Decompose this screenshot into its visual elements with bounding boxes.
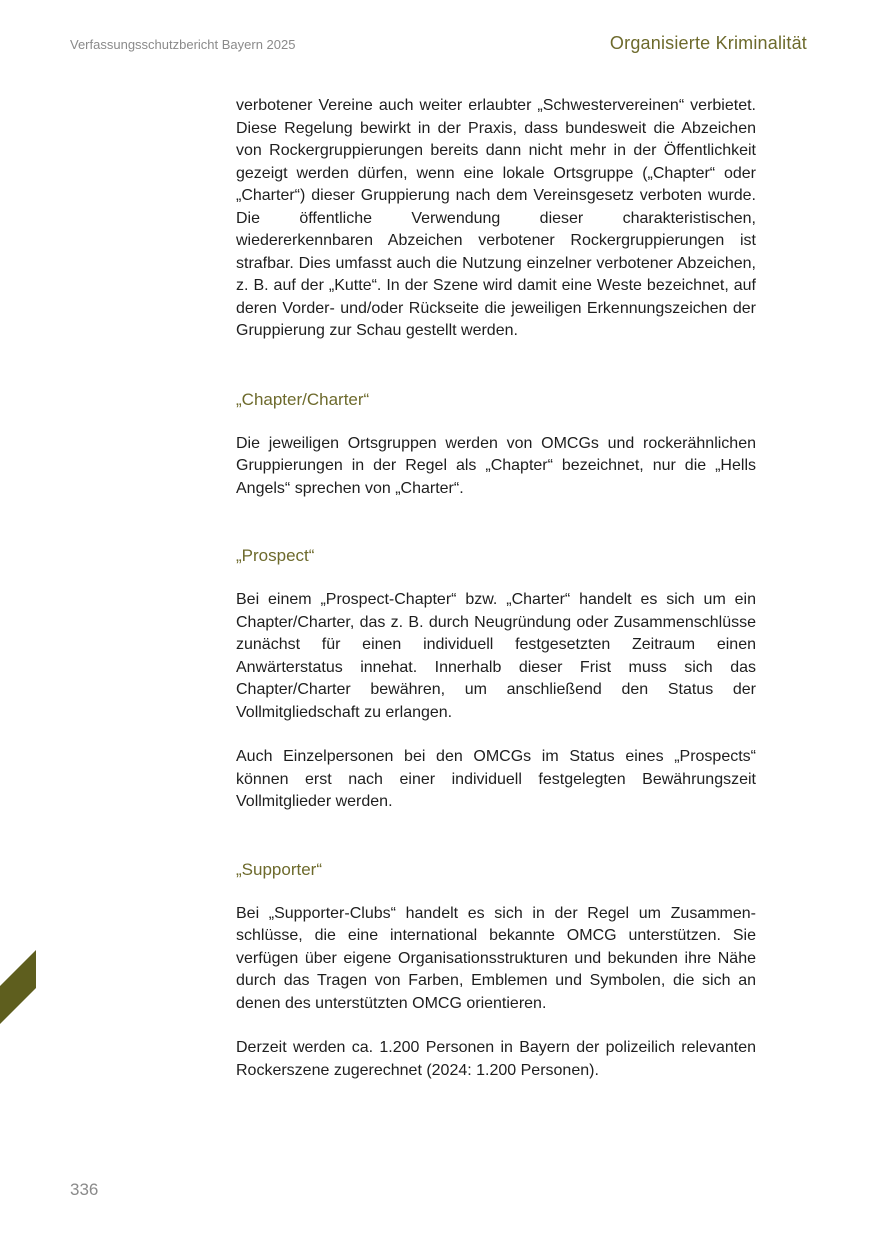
running-head-publication: Verfassungsschutzbericht Bayern 2025 <box>70 37 296 52</box>
chapter-tab-shape <box>0 950 36 1024</box>
main-content <box>236 95 756 1082</box>
heading-prospect: „Prospect“ <box>236 546 315 565</box>
heading-supporter: „Supporter“ <box>236 859 322 879</box>
page-number: 336 <box>70 1180 99 1199</box>
running-head-chapter: Organisierte Kriminalität <box>609 33 807 53</box>
intro-paragraph: verbotener Vereine auch weiter erlaubter „Schwestervereinen“ verbietet. Diese Regelung bewirkt in der Praxis, dass bundesweit die Abzeichen von Rockergruppierungen bereits dann nicht mehr in der Öffentlichkeit gezeigt werden dürfen, wenn eine lokale Ortsgruppe („Chapter“ oder „Charter“) dieser Gruppierung nach dem Vereinsgesetz verboten wurde. Die öffentliche Verwendung dieser charakteristischen, wiedererkennbaren Abzeichen verbotener Rockergruppierungen ist strafbar. Dies umfasst auch die Nutzung einzelner verbotener Abzeichen, z. B. auf der „Kutte“. In der Szene wird damit eine Weste bezeichnet, auf deren Vorder- und/oder Rückseite die jeweiligen Erkennungszeichen der Gruppierung zur Schau gestellt werden. <box>236 97 756 339</box>
chapter-paragraph: Die jeweiligen Ortsgruppen werden von OMCGs und rockerähnlichen Gruppierungen in der Regel als „Chapter“ bezeichnet, nur die „Hells Angels“ sprechen von „Charter“. <box>236 434 756 497</box>
supporter-paragraph-1: Bei „Supporter-Clubs“ handelt es sich in der Regel um Zusammenschlüsse, die eine international bekannte OMCG unterstützen. Sie verfügen über eigene Organisationsstrukturen und bekunden ihre Nähe durch das Tragen von Farben, Emblemen und Symbolen, die sich an denen des unterstützten OMCG orientieren. <box>236 904 756 1012</box>
supporter-paragraph-2: Derzeit werden ca. 1.200 Personen in Bayern der polizeilich relevanten Rockerszene zugerechnet (2024: 1.200 Personen). <box>236 1039 756 1079</box>
prospect-paragraph-1: Bei einem „Prospect-Chapter“ bzw. „Charter“ handelt es sich um ein Chapter/Charter, das z. B. durch Neugründung oder Zusammenschlüsse zunächst für einen individuell festgesetzten Zeitraum einen Anwärterstatus innehat. Innerhalb dieser Frist muss sich das Chapter/Charter bewähren, um anschließend den Status der Vollmitgliedschaft zu erlangen. <box>236 591 756 721</box>
heading-chapter-charter: „Chapter/Charter“ <box>236 389 370 409</box>
chapter-tab-marker <box>0 950 36 1024</box>
prospect-paragraph-2: Auch Einzelpersonen bei den OMCGs im Status eines „Prospects“ können erst nach einer individuell festgelegten Bewährungszeit Vollmitglieder werden. <box>236 748 756 810</box>
